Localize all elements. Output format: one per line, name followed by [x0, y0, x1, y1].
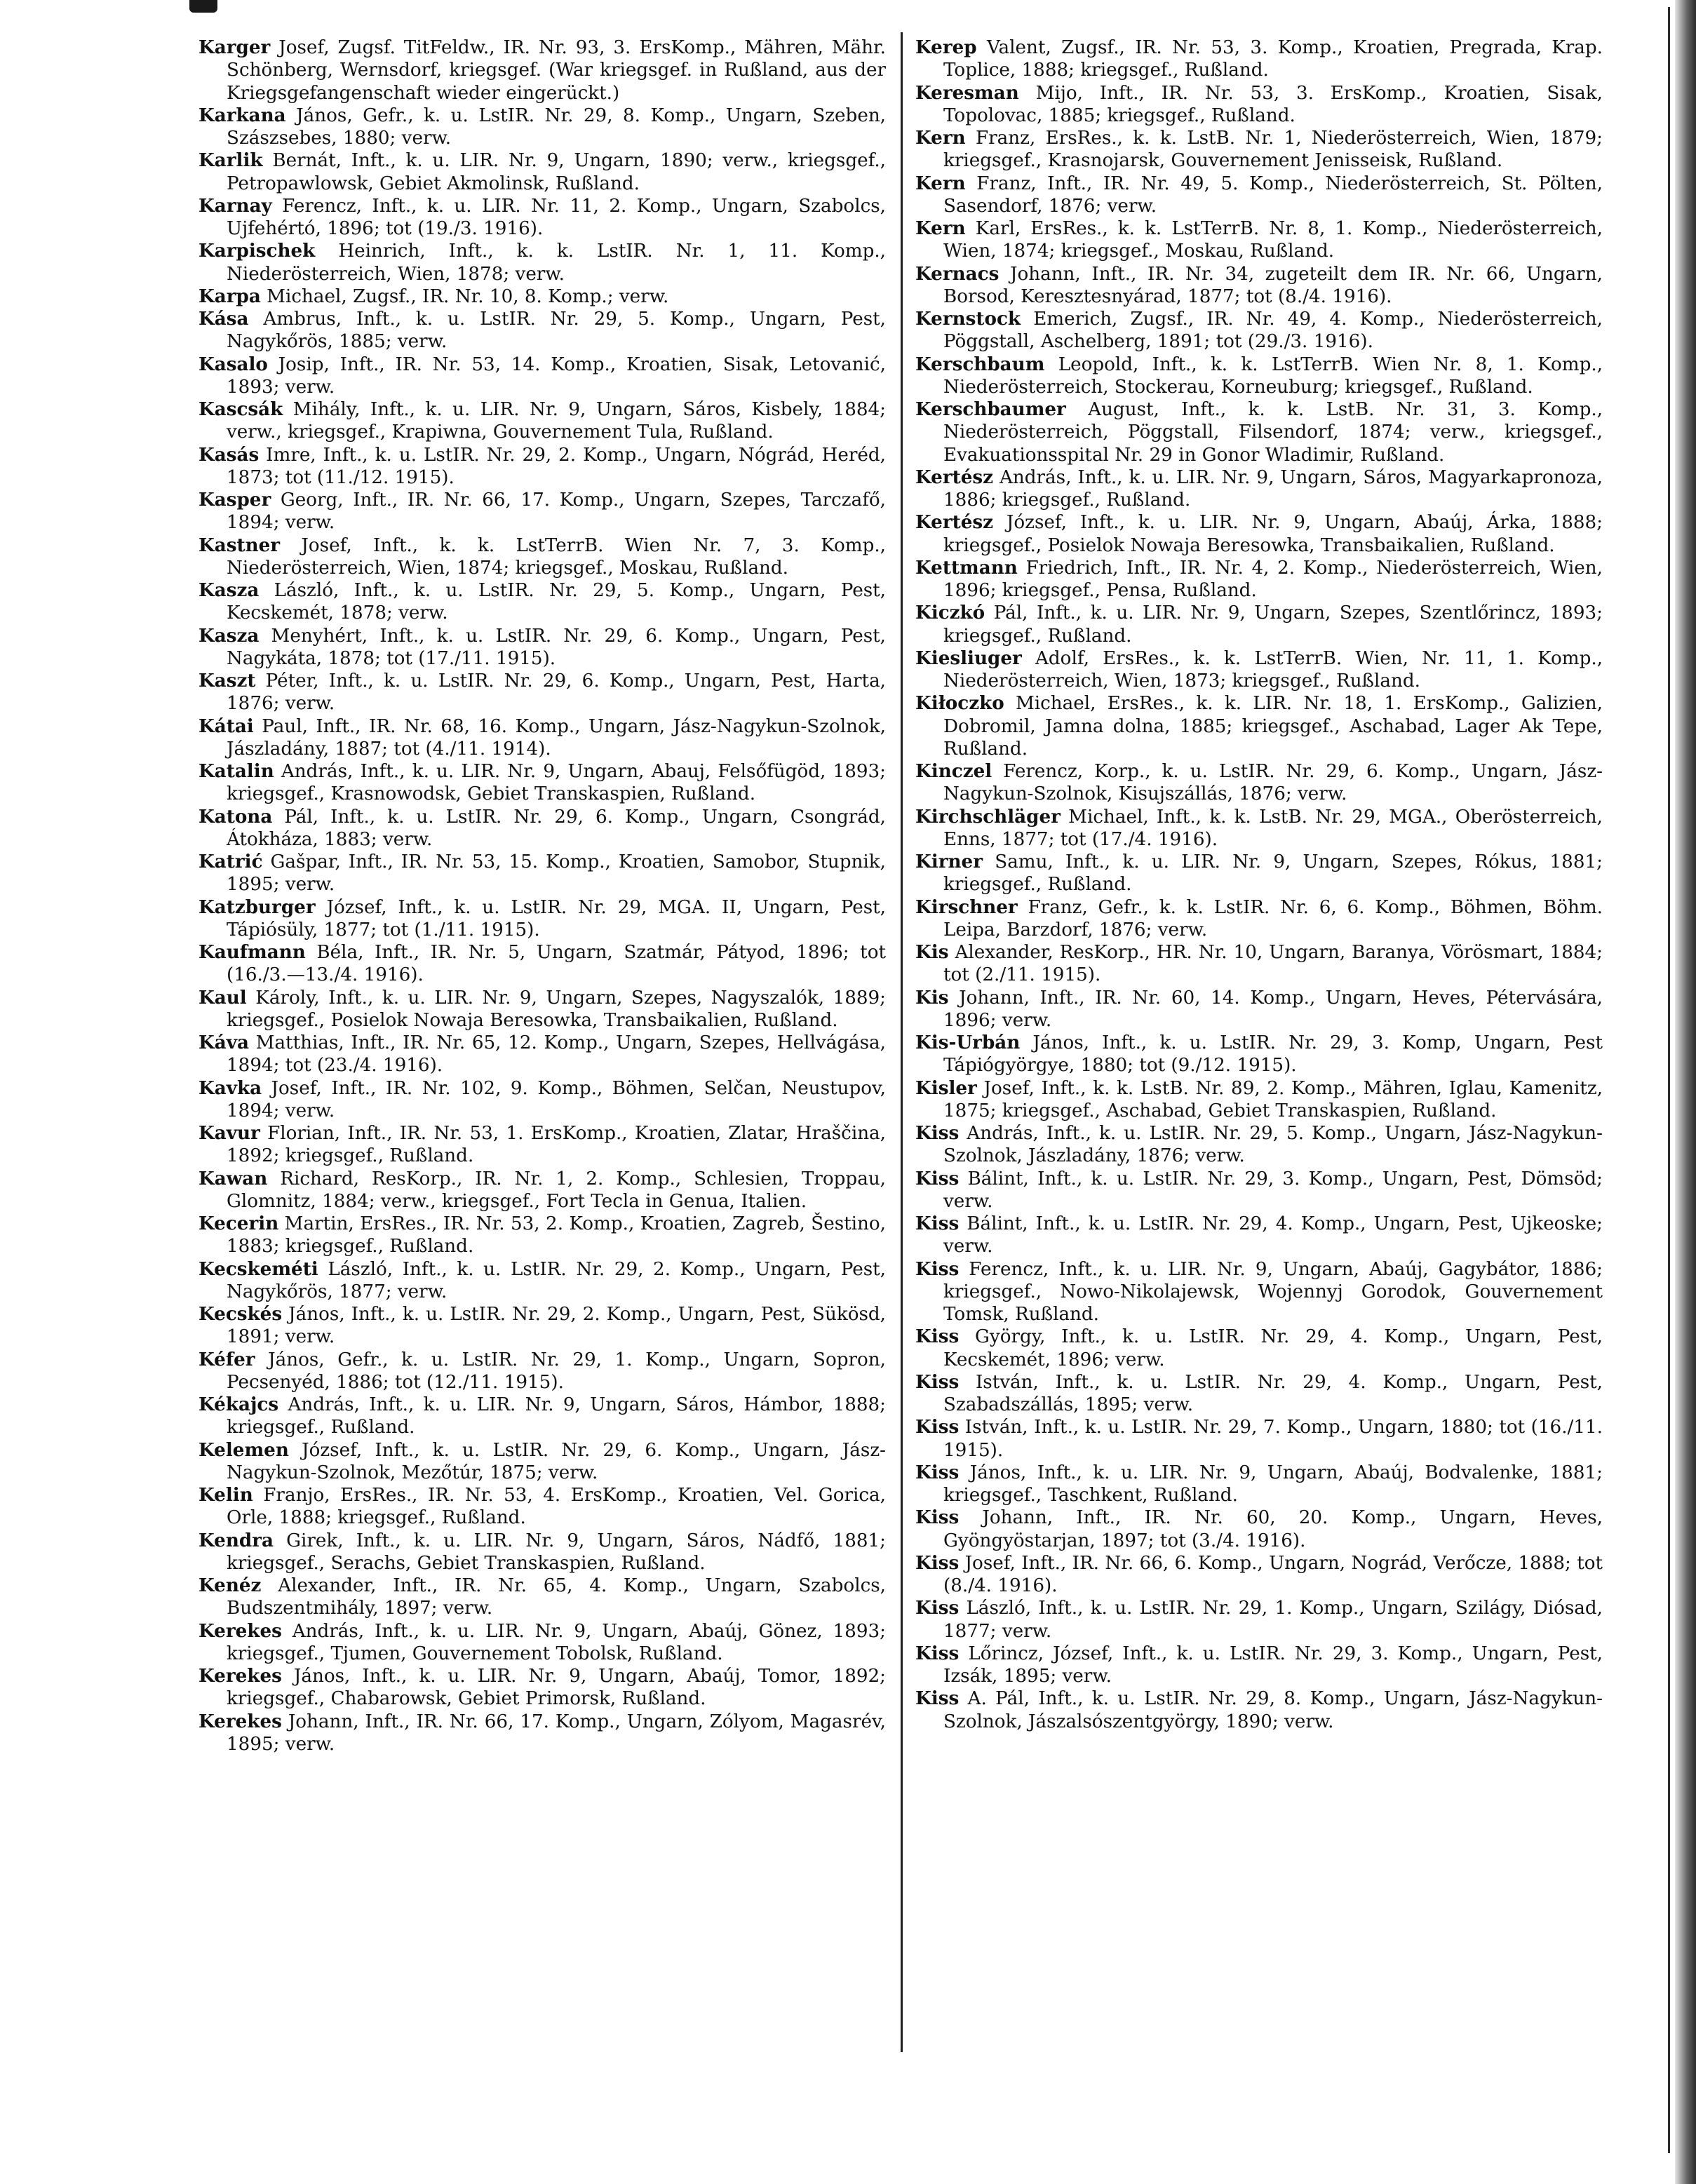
list-entry: [198, 670, 886, 715]
entry-details: Richard, ResKorp., IR. Nr. 1, 2. Komp., Schlesien, Troppau, Glomnitz, 1884; verw., kriegsgef., Fort Tecla in Genua, Italien.: [227, 1168, 887, 1212]
entry-details: Pál, Inft., k. u. LIR. Nr. 9, Ungarn, Szepes, Szentlőrincz, 1893; kriegsgef., Rußland.: [943, 602, 1603, 647]
entry-details: József, Inft., k. u. LstIR. Nr. 29, 6. Komp., Ungarn, Jász-Nagykun-Szolnok, Mezőtúr, 1875; verw.: [227, 1439, 887, 1483]
entry-surname: Katrić: [198, 851, 263, 872]
entry-details: Lőrincz, József, Inft., k. u. LstIR. Nr. 29, 3. Komp., Ungarn, Pest, Izsák, 1895; verw.: [943, 1643, 1603, 1687]
entry-details: István, Inft., k. u. LstIR. Nr. 29, 7. Komp., Ungarn, 1880; tot (16./11. 1915).: [943, 1417, 1603, 1461]
entry-details: Franz, ErsRes., k. k. LstB. Nr. 1, Niederösterreich, Wien, 1879; kriegsgef., Krasnojarsk, Gouvernement Jenisseisk, Rußland.: [943, 128, 1603, 172]
list-entry: [915, 308, 1603, 353]
list-entry: [198, 851, 886, 896]
entry-surname: Kéfer: [198, 1348, 255, 1370]
entry-surname: Kendra: [198, 1529, 274, 1551]
entry-surname: Kiczkó: [915, 602, 985, 624]
entry-surname: Kiss: [915, 1551, 960, 1574]
entry-surname: Kettmann: [915, 556, 1018, 579]
list-entry: [915, 1326, 1603, 1371]
entry-surname: Katzburger: [198, 896, 316, 918]
list-entry: [198, 941, 886, 987]
entry-details: Josef, Inft., IR. Nr. 66, 6. Komp., Ungarn, Nográd, Verőcze, 1888; tot (8./4. 1916).: [943, 1552, 1603, 1596]
left-column: [198, 36, 886, 1755]
list-entry: [198, 285, 886, 308]
entry-surname: Kaufmann: [198, 941, 306, 963]
entry-details: Alexander, ResKorp., HR. Nr. 10, Ungarn, Baranya, Vörösmart, 1884; tot (2./11. 1915).: [943, 942, 1603, 986]
entry-surname: Kirner: [915, 851, 983, 872]
entry-details: Gašpar, Inft., IR. Nr. 53, 15. Komp., Kroatien, Samobor, Stupnik, 1895; verw.: [227, 851, 886, 896]
entry-details: A. Pál, Inft., k. u. LstIR. Nr. 29, 8. Komp., Ungarn, Jász-Nagykun-Szolnok, Jászalsószentgyörgy, 1890; verw.: [943, 1688, 1603, 1732]
entry-details: Mijo, Inft., IR. Nr. 53, 3. ErsKomp., Kroatien, Sisak, Topolovac, 1885; kriegsgef., Rußland.: [943, 82, 1603, 126]
list-entry: [915, 941, 1603, 987]
entry-surname: Kiss: [915, 1461, 960, 1483]
list-entry: [198, 1665, 886, 1711]
list-entry: [915, 263, 1603, 309]
entry-surname: Kawan: [198, 1167, 268, 1189]
list-entry: [915, 82, 1603, 128]
list-entry: [915, 692, 1603, 760]
entry-details: Josef, Inft., k. k. LstB. Nr. 89, 2. Komp., Mähren, Iglau, Kamenitz, 1875; kriegsgef., Aschabad, Gebiet Transkaspien, Rußland.: [943, 1077, 1603, 1121]
list-entry: [198, 1575, 886, 1620]
list-entry: [198, 105, 886, 150]
entry-surname: Kavka: [198, 1077, 262, 1099]
entry-details: Imre, Inft., k. u. LstIR. Nr. 29, 2. Komp., Ungarn, Nógrád, Heréd, 1873; tot (11./12. 1915).: [227, 444, 886, 488]
list-entry: [198, 36, 886, 105]
list-entry: [915, 1213, 1603, 1258]
list-entry: [915, 557, 1603, 602]
entry-surname: Kerschbaumer: [915, 398, 1066, 420]
list-entry: [198, 1303, 886, 1349]
list-entry: [915, 1168, 1603, 1213]
entry-details: Bálint, Inft., k. u. LstIR. Nr. 29, 3. Komp., Ungarn, Pest, Dömsöd; verw.: [943, 1168, 1603, 1212]
list-entry: [915, 1506, 1603, 1552]
entry-surname: Kis: [915, 986, 949, 1009]
list-entry: [915, 398, 1603, 466]
list-entry: [198, 308, 886, 353]
entry-surname: Kasalo: [198, 353, 268, 375]
list-entry: [915, 511, 1603, 557]
list-entry: [198, 1077, 886, 1123]
page-edge-shadow: [1675, 0, 1696, 2184]
entry-details: Josef, Inft., k. k. LstTerrB. Wien Nr. 7, 3. Komp., Niederösterreich, Wien, 1874; kriegsgef., Moskau, Rußland.: [227, 534, 886, 579]
list-entry: [915, 602, 1603, 647]
entry-details: Johann, Inft., IR. Nr. 66, 17. Komp., Ungarn, Zólyom, Magasrév, 1895; verw.: [227, 1711, 886, 1755]
entry-surname: Kerep: [915, 36, 977, 58]
entry-details: Georg, Inft., IR. Nr. 66, 17. Komp., Ungarn, Szepes, Tarczafő, 1894; verw.: [227, 490, 886, 534]
entry-details: Valent, Zugsf., IR. Nr. 53, 3. Komp., Kroatien, Pregrada, Krap. Toplice, 1888; kriegsgef., Rußland.: [943, 37, 1603, 81]
entry-surname: Kern: [915, 172, 966, 194]
entry-surname: Kiss: [915, 1687, 960, 1710]
list-entry: [198, 1711, 886, 1756]
entry-surname: Kasza: [198, 624, 260, 647]
entry-details: János, Inft., k. u. LstIR. Nr. 29, 3. Komp, Ungarn, Pest Tápiógyörgye, 1880; tot (9./12. 1915).: [943, 1032, 1603, 1077]
list-entry: [198, 625, 886, 670]
list-entry: [915, 36, 1603, 82]
entry-details: Péter, Inft., k. u. LstIR. Nr. 29, 6. Komp., Ungarn, Pest, Harta, 1876; verw.: [227, 670, 887, 715]
list-entry: [198, 1620, 886, 1666]
list-entry: [198, 715, 886, 761]
list-entry: [915, 1077, 1603, 1123]
list-entry: [198, 806, 886, 851]
entry-details: Alexander, Inft., IR. Nr. 65, 4. Komp., Ungarn, Szabolcs, Budszentmihály, 1897; verw.: [227, 1575, 887, 1619]
list-entry: [198, 1349, 886, 1394]
list-entry: [198, 1258, 886, 1304]
entry-surname: Kascsák: [198, 398, 283, 420]
entry-surname: Kiss: [915, 1506, 960, 1529]
entry-surname: Kaszt: [198, 670, 256, 692]
list-entry: [198, 579, 886, 625]
entry-details: Johann, Inft., IR. Nr. 34, zugeteilt dem IR. Nr. 66, Ungarn, Borsod, Keresztesnyárad, 1877; tot (8./4. 1916).: [943, 263, 1603, 307]
entry-surname: Kern: [915, 127, 966, 149]
entry-details: János, Gefr., k. u. LstIR. Nr. 29, 1. Komp., Ungarn, Sopron, Pecsenyéd, 1886; tot (12./11. 1915).: [227, 1349, 886, 1393]
entry-details: Franz, Inft., IR. Nr. 49, 5. Komp., Niederösterreich, St. Pölten, Sasendorf, 1876; verw.: [943, 173, 1603, 217]
entry-surname: Kiss: [915, 1642, 960, 1664]
list-entry: [915, 466, 1603, 512]
entry-surname: Karpischek: [198, 240, 316, 262]
entry-details: Adolf, ErsRes., k. k. LstTerrB. Wien, Nr. 11, 1. Komp., Niederösterreich, Wien, 1873; kriegsgef., Rußland.: [943, 647, 1603, 692]
entry-surname: Kertész: [915, 511, 994, 534]
entry-surname: Kaul: [198, 986, 247, 1009]
entry-details: Ferencz, Korp., k. u. LstIR. Nr. 29, 6. Komp., Ungarn, Jász-Nagykun-Szolnok, Kisujszállás, 1876; verw.: [943, 761, 1603, 805]
list-entry: [915, 987, 1603, 1032]
entry-surname: Katalin: [198, 760, 274, 782]
list-entry: [915, 1597, 1603, 1643]
list-entry: [915, 173, 1603, 218]
list-entry: [198, 896, 886, 942]
entry-details: László, Inft., k. u. LstIR. Nr. 29, 5. Komp., Ungarn, Pest, Kecskemét, 1878; verw.: [227, 580, 886, 624]
entry-details: Michael, Zugsf., IR. Nr. 10, 8. Komp.; verw.: [267, 285, 669, 307]
entry-surname: Kátai: [198, 715, 254, 737]
list-entry: [198, 1168, 886, 1213]
entry-details: Leopold, Inft., k. k. LstTerrB. Wien Nr. 8, 1. Komp., Niederösterreich, Stockerau, Korneuburg; kriegsgef., Rußland.: [943, 353, 1603, 398]
list-entry: [915, 1032, 1603, 1077]
entry-details: Emerich, Zugsf., IR. Nr. 49, 4. Komp., Niederösterreich, Pöggstall, Aschelberg, 1891; tot (29./3. 1916).: [943, 309, 1603, 353]
entry-surname: Kinczel: [915, 760, 992, 782]
entry-details: Paul, Inft., IR. Nr. 68, 16. Komp., Ungarn, Jász-Nagykun-Szolnok, Jászladány, 1887; tot (4./11. 1914).: [227, 715, 886, 760]
entry-surname: Kern: [915, 217, 966, 239]
entry-details: Franjo, ErsRes., IR. Nr. 53, 4. ErsKomp., Kroatien, Vel. Gorica, Orle, 1888; kriegsgef., Rußland.: [227, 1485, 886, 1529]
list-entry: [198, 1213, 886, 1258]
entry-details: Karl, ErsRes., k. k. LstTerrB. Nr. 8, 1. Komp., Niederösterreich, Wien, 1874; kriegsgef., Moskau, Rußland.: [943, 218, 1603, 262]
entry-surname: Kékajcs: [198, 1394, 279, 1415]
entry-details: István, Inft., k. u. LstIR. Nr. 29, 4. Komp., Ungarn, Pest, Szabadszállás, 1895; verw.: [943, 1371, 1603, 1415]
entry-details: Girek, Inft., k. u. LIR. Nr. 9, Ungarn, Sáros, Nádfő, 1881; kriegsgef., Serachs, Gebiet Transkaspien, Rußland.: [227, 1530, 886, 1574]
entry-surname: Kecskeméti: [198, 1258, 318, 1280]
right-column: [915, 36, 1603, 1733]
entry-details: Mihály, Inft., k. u. LIR. Nr. 9, Ungarn, Sáros, Kisbely, 1884; verw., kriegsgef., Krapiwna, Gouvernement Tula, Rußland.: [227, 399, 886, 443]
entry-details: Ambrus, Inft., k. u. LstIR. Nr. 29, 5. Komp., Ungarn, Pest, Nagykőrös, 1885; verw.: [227, 309, 886, 353]
entry-surname: Kiss: [915, 1213, 960, 1234]
entry-surname: Kelin: [198, 1484, 253, 1506]
entry-details: Heinrich, Inft., k. k. LstIR. Nr. 1, 11. Komp., Niederösterreich, Wien, 1878; verw.: [227, 241, 886, 285]
entry-details: János, Inft., k. u. LIR. Nr. 9, Ungarn, Abaúj, Tomor, 1892; kriegsgef., Chabarowsk, Gebiet Primorsk, Rußland.: [227, 1666, 887, 1710]
entry-surname: Kernacs: [915, 262, 1000, 285]
entry-details: Martin, ErsRes., IR. Nr. 53, 2. Komp., Kroatien, Zagreb, Šestino, 1883; kriegsgef., Rußland.: [227, 1213, 886, 1258]
entry-surname: Kis-Urbán: [915, 1032, 1021, 1053]
page-border-right: [1668, 7, 1670, 2153]
list-entry: [915, 760, 1603, 806]
list-entry: [915, 353, 1603, 399]
entry-surname: Kiss: [915, 1167, 960, 1189]
list-entry: [198, 195, 886, 241]
entry-details: András, Inft., k. u. LIR. Nr. 9, Ungarn, Sáros, Magyarkapronoza, 1886; kriegsgef., Rußland.: [943, 466, 1603, 511]
list-entry: [915, 896, 1603, 942]
list-entry: [915, 1643, 1603, 1688]
list-entry: [198, 1394, 886, 1439]
entry-details: Béla, Inft., IR. Nr. 5, Ungarn, Szatmár, Pátyod, 1896; tot (16./3.—13./4. 1916).: [227, 942, 886, 986]
entry-surname: Kirchschläger: [915, 805, 1061, 828]
column-divider: [901, 32, 903, 2052]
entry-surname: Kelemen: [198, 1438, 289, 1461]
entry-surname: Kerekes: [198, 1710, 282, 1732]
entry-surname: Kiss: [915, 1326, 960, 1348]
list-entry: [915, 127, 1603, 173]
list-entry: [198, 489, 886, 534]
entry-details: János, Inft., k. u. LIR. Nr. 9, Ungarn, Abaúj, Bodvalenke, 1881; kriegsgef., Taschkent, Rußland.: [943, 1462, 1603, 1506]
list-entry: [198, 1439, 886, 1485]
list-entry: [198, 1122, 886, 1168]
entry-details: József, Inft., k. u. LIR. Nr. 9, Ungarn, Abaúj, Árka, 1888; kriegsgef., Posielok Nowaja Beresowka, Transbaikalien, Rußland.: [943, 512, 1603, 556]
entry-details: András, Inft., k. u. LIR. Nr. 9, Ungarn, Sáros, Hámbor, 1888; kriegsgef., Rußland.: [227, 1394, 886, 1438]
entry-surname: Kerekes: [198, 1619, 282, 1642]
entry-surname: Kavur: [198, 1122, 260, 1144]
entry-details: Johann, Inft., IR. Nr. 60, 14. Komp., Ungarn, Heves, Pétervására, 1896; verw.: [943, 987, 1603, 1031]
list-entry: [198, 1032, 886, 1077]
entry-surname: Kerekes: [198, 1665, 282, 1687]
list-entry: [198, 760, 886, 806]
entry-surname: Kiss: [915, 1370, 960, 1393]
entry-surname: Kasper: [198, 489, 271, 511]
list-entry: [198, 534, 886, 580]
entry-surname: Kirschner: [915, 896, 1018, 918]
list-entry: [915, 217, 1603, 263]
entry-details: Michael, ErsRes., k. k. LIR. Nr. 18, 1. ErsKomp., Galizien, Dobromil, Jamna dolna, 1885; kriegsgef., Aschabad, Lager Ak Tepe, Rußland.: [943, 693, 1603, 760]
list-entry: [198, 398, 886, 444]
entry-details: László, Inft., k. u. LstIR. Nr. 29, 1. Komp., Ungarn, Szilágy, Diósad, 1877; verw.: [943, 1598, 1603, 1642]
entry-details: Friedrich, Inft., IR. Nr. 4, 2. Komp., Niederösterreich, Wien, 1896; kriegsgef., Pensa, Rußland.: [943, 557, 1603, 601]
entry-surname: Karpa: [198, 285, 261, 307]
entry-surname: Kertész: [915, 466, 994, 488]
list-entry: [915, 1416, 1603, 1462]
entry-surname: Katona: [198, 805, 273, 828]
entry-details: Franz, Gefr., k. k. LstIR. Nr. 6, 6. Komp., Böhmen, Böhm. Leipa, Barzdorf, 1876; verw.: [943, 896, 1603, 941]
entry-surname: Kastner: [198, 534, 281, 556]
entry-surname: Kasza: [198, 579, 260, 601]
entry-details: András, Inft., k. u. LIR. Nr. 9, Ungarn, Abauj, Felsőfügöd, 1893; kriegsgef., Krasnowodsk, Gebiet Transkaspien, Rußland.: [227, 761, 886, 805]
list-entry: [198, 987, 886, 1032]
entry-surname: Kasás: [198, 443, 260, 466]
entry-details: Ferencz, Inft., k. u. LIR. Nr. 9, Ungarn, Abaúj, Gagybátor, 1886; kriegsgef., Nowo-Nikolajewsk, Wojennyj Gorodok, Gouvernement Tomsk, Rußland.: [943, 1258, 1603, 1325]
list-entry: [198, 149, 886, 195]
entry-details: Josip, Inft., IR. Nr. 53, 14. Komp., Kroatien, Sisak, Letovanić, 1893; verw.: [227, 353, 887, 398]
entry-details: August, Inft., k. k. LstB. Nr. 31, 3. Komp., Niederösterreich, Pöggstall, Filsendorf, 1874; verw., kriegsgef., Evakuationsspital Nr. 29 in Gonor Wladimir, Rußland.: [943, 399, 1603, 466]
entry-surname: Kiss: [915, 1122, 960, 1144]
list-entry: [198, 353, 886, 399]
list-entry: [915, 1258, 1603, 1326]
list-entry: [915, 647, 1603, 693]
list-entry: [915, 1371, 1603, 1417]
entry-details: György, Inft., k. u. LstIR. Nr. 29, 4. Komp., Ungarn, Pest, Kecskemét, 1896; verw.: [943, 1326, 1603, 1370]
entry-details: Samu, Inft., k. u. LIR. Nr. 9, Ungarn, Szepes, Rókus, 1881; kriegsgef., Rußland.: [943, 851, 1603, 896]
list-entry: [198, 1530, 886, 1575]
entry-surname: Kisler: [915, 1077, 977, 1099]
entry-surname: Karkana: [198, 104, 286, 126]
entry-details: Bernát, Inft., k. u. LIR. Nr. 9, Ungarn, 1890; verw., kriegsgef., Petropawlowsk, Gebiet Akmolinsk, Rußland.: [227, 150, 887, 194]
entry-details: József, Inft., k. u. LstIR. Nr. 29, MGA. II, Ungarn, Pest, Tápiósüly, 1877; tot (1./11. 1915).: [227, 896, 887, 941]
entry-details: Josef, Zugsf. TitFeldw., IR. Nr. 93, 3. ErsKomp., Mähren, Mähr. Schönberg, Wernsdorf, kriegsgef. (War kriegsgef. in Rußland, aus der Kriegsgefangenschaft wieder eingerückt.): [227, 37, 887, 104]
entry-surname: Karlik: [198, 149, 263, 172]
entry-surname: Kerschbaum: [915, 353, 1045, 375]
page-number-fragment: [189, 0, 217, 13]
list-entry: [198, 240, 886, 285]
entry-details: András, Inft., k. u. LIR. Nr. 9, Ungarn, Abaúj, Gönez, 1893; kriegsgef., Tjumen, Gouvernement Tobolsk, Rußland.: [227, 1620, 886, 1664]
list-entry: [198, 1484, 886, 1530]
entry-details: Menyhért, Inft., k. u. LstIR. Nr. 29, 6. Komp., Ungarn, Pest, Nagykáta, 1878; tot (17./11. 1915).: [227, 625, 886, 669]
entry-details: Matthias, Inft., IR. Nr. 65, 12. Komp., Ungarn, Szepes, Hellvágása, 1894; tot (23./4. 1916).: [227, 1032, 886, 1077]
entry-surname: Karger: [198, 36, 271, 58]
entry-surname: Kiss: [915, 1258, 960, 1280]
entry-details: Florian, Inft., IR. Nr. 53, 1. ErsKomp., Kroatien, Zlatar, Hraščina, 1892; kriegsgef., Rußland.: [227, 1123, 886, 1167]
entry-surname: Kása: [198, 308, 249, 330]
entry-details: János, Inft., k. u. LstIR. Nr. 29, 2. Komp., Ungarn, Pest, Sükösd, 1891; verw.: [227, 1304, 887, 1348]
entry-details: Pál, Inft., k. u. LstIR. Nr. 29, 6. Komp., Ungarn, Csongrád, Átokháza, 1883; verw.: [227, 806, 886, 850]
entry-details: Károly, Inft., k. u. LIR. Nr. 9, Ungarn, Szepes, Nagyszalók, 1889; kriegsgef., Posielok Nowaja Beresowka, Transbaikalien, Rußland.: [227, 987, 886, 1031]
entry-surname: Káva: [198, 1032, 249, 1053]
entry-surname: Kenéz: [198, 1575, 262, 1596]
entry-details: László, Inft., k. u. LstIR. Nr. 29, 2. Komp., Ungarn, Pest, Nagykőrös, 1877; verw.: [227, 1258, 886, 1302]
list-entry: [915, 851, 1603, 896]
entry-surname: Keresman: [915, 81, 1019, 104]
entry-surname: Kernstock: [915, 308, 1021, 330]
entry-surname: Kiłoczko: [915, 692, 1004, 715]
list-entry: [915, 1462, 1603, 1507]
entry-details: Josef, Inft., IR. Nr. 102, 9. Komp., Böhmen, Selčan, Neustupov, 1894; verw.: [227, 1077, 886, 1121]
entry-surname: Kiesliuger: [915, 647, 1022, 669]
entry-details: Ferencz, Inft., k. u. LIR. Nr. 11, 2. Komp., Ungarn, Szabolcs, Ujfehértó, 1896; tot (19./3. 1916).: [227, 195, 887, 239]
list-entry: [198, 444, 886, 490]
list-entry: [915, 1552, 1603, 1598]
list-entry: [915, 1122, 1603, 1168]
entry-details: Johann, Inft., IR. Nr. 60, 20. Komp., Ungarn, Heves, Gyöngyöstarjan, 1897; tot (3./4. 1916).: [943, 1507, 1603, 1551]
entry-details: Bálint, Inft., k. u. LstIR. Nr. 29, 4. Komp., Ungarn, Pest, Ujkeoske; verw.: [943, 1213, 1603, 1258]
entry-details: András, Inft., k. u. LstIR. Nr. 29, 5. Komp., Ungarn, Jász-Nagykun-Szolnok, Jászladány, 1876; verw.: [943, 1123, 1603, 1167]
entry-details: János, Gefr., k. u. LstIR. Nr. 29, 8. Komp., Ungarn, Szeben, Szászsebes, 1880; verw.: [227, 105, 887, 149]
entry-surname: Kis: [915, 941, 949, 963]
entry-details: Michael, Inft., k. k. LstB. Nr. 29, MGA., Oberösterreich, Enns, 1877; tot (17./4. 1916).: [943, 806, 1603, 850]
entry-surname: Kiss: [915, 1416, 960, 1438]
entry-surname: Kiss: [915, 1597, 960, 1619]
list-entry: [915, 806, 1603, 851]
list-entry: [915, 1687, 1603, 1733]
entry-surname: Karnay: [198, 194, 272, 217]
entry-surname: Kecskés: [198, 1303, 283, 1325]
entry-surname: Kecerin: [198, 1213, 279, 1234]
